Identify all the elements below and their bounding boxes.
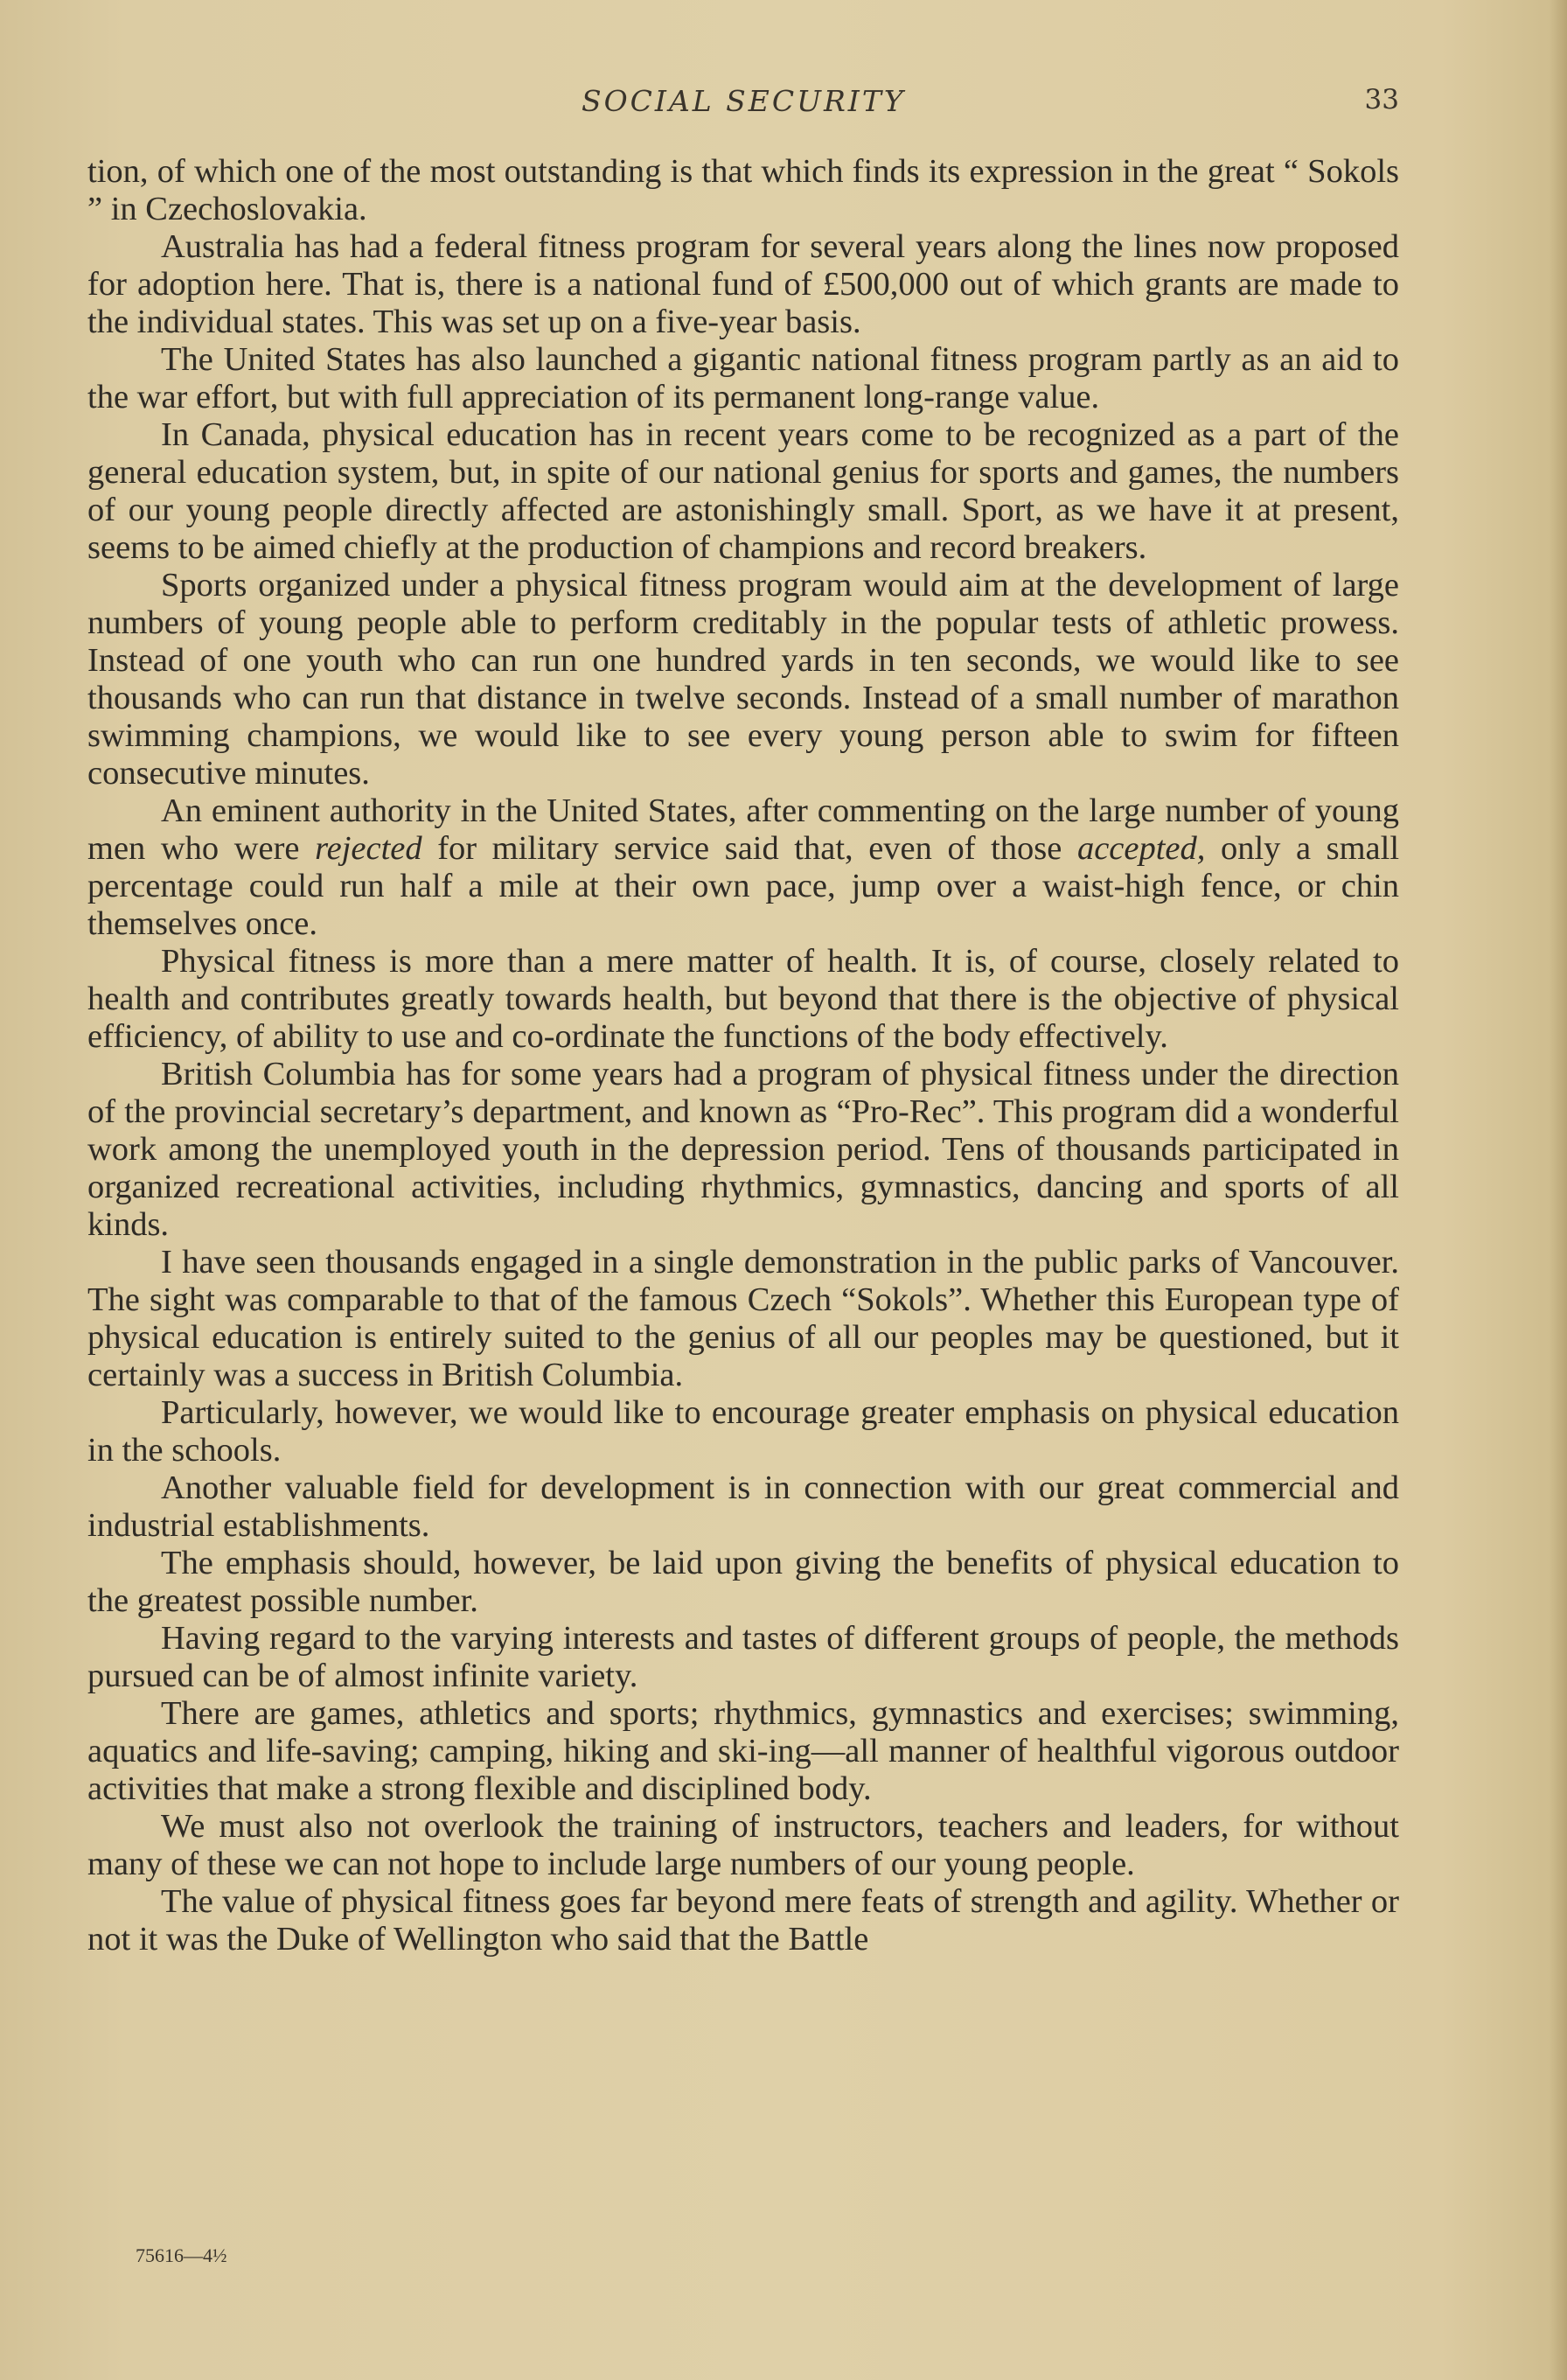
paragraph: The emphasis should, however, be laid upon giving the benefits of physical education to the greatest possible number.: [87, 1545, 1399, 1619]
paragraph: [87, 792, 1399, 943]
paragraph: We must also not overlook the training of instructors, teachers and leaders, for without many of these we can not hope to include large numbers of our young people.: [87, 1808, 1399, 1882]
page-edge-shadow: [1550, 0, 1567, 2380]
paragraph: In Canada, physical education has in recent years come to be recognized as a part of the general education system, but, in spite of our national genius for sports and games, the numbers of our young people directly affected are astonishingly small. Sport, as we have it at present, seems to be aimed chiefly at the production of champions and record breakers.: [87, 416, 1399, 566]
paragraph: British Columbia has for some years had a program of physical fitness under the direction of the provincial secretary’s department, and known as “Pro-Rec”. This program did a wonderful work among the unemployed youth in the depression period. Tens of thousands participated in organized recreational activities, including rhythmics, gymnastics, dancing and sports of all kinds.: [87, 1056, 1399, 1243]
paragraph: The United States has also launched a gigantic national fitness program partly as an aid to the war effort, but with full appreciation of its permanent long-range value.: [87, 341, 1399, 415]
running-title: SOCIAL SECURITY: [582, 84, 906, 118]
paragraph-text: only a small percentage could run half a mile at their own pace, jump over a waist-high fence, or chin themselves once.: [87, 830, 1400, 942]
signature-mark: 75616—4½: [136, 2244, 227, 2266]
page-number: 33: [1364, 84, 1399, 115]
paragraph-text: An eminent authority in the United States, after commenting on the large number of young men who were: [87, 792, 1399, 867]
body-text: [87, 153, 1399, 1958]
paragraph: Sports organized under a physical fitness program would aim at the development of large numbers of young people able to perform creditably in the popular tests of athletic prowess. Instead of one youth who can run one hundred yards in ten seconds, we would like to see thousands who can run that distance in twelve seconds. Instead of a small number of marathon swimming champions, we would like to see every young person able to swim for fifteen consecutive minutes.: [87, 567, 1399, 792]
paragraph: Australia has had a federal fitness program for several years along the lines now proposed for adoption here. That is, there is a national fund of £500,000 out of which grants are made to the individual states. This was set up on a five-year basis.: [87, 228, 1399, 340]
paragraph: Another valuable field for development is in connection with our great commercial and industrial establishments.: [87, 1469, 1399, 1544]
paragraph: There are games, athletics and sports; rhythmics, gymnastics and exercises; swimming, aquatics and life-saving; camping, hiking and ski-ing—all manner of healthful vigorous outdoor activities that make a strong flexible and disciplined body.: [87, 1695, 1399, 1807]
paragraph: The value of physical fitness goes far beyond mere feats of strength and agility. Whether or not it was the Duke of Wellington who said that the Battle: [87, 1883, 1399, 1958]
paragraph: Particularly, however, we would like to encourage greater emphasis on physical education in the schools.: [87, 1394, 1399, 1469]
emphasis-rejected: rejected: [315, 830, 422, 867]
emphasis-accepted: accepted,: [1076, 830, 1206, 867]
paragraph: Physical fitness is more than a mere matter of health. It is, of course, closely related to health and contributes greatly towards health, but beyond that there is the objective of physical efficiency, of ability to use and co-ordinate the functions of the body effectively.: [87, 943, 1399, 1055]
paragraph: Having regard to the varying interests and tastes of different groups of people, the methods pursued can be of almost infinite variety.: [87, 1620, 1399, 1694]
paragraph: I have seen thousands engaged in a single demonstration in the public parks of Vancouver. The sight was comparable to that of the famous Czech “Sokols”. Whether this European type of physical education is entirely suited to the genius of all our peoples may be questioned, but it certainly was a success in British Columbia.: [87, 1244, 1399, 1393]
paragraph-text: for military service said that, even of those: [421, 830, 1077, 867]
page-header: [87, 84, 1399, 128]
paragraph: tion, of which one of the most outstanding is that which finds its expression in the great “ Sokols ” in Czechoslovakia.: [87, 153, 1399, 227]
